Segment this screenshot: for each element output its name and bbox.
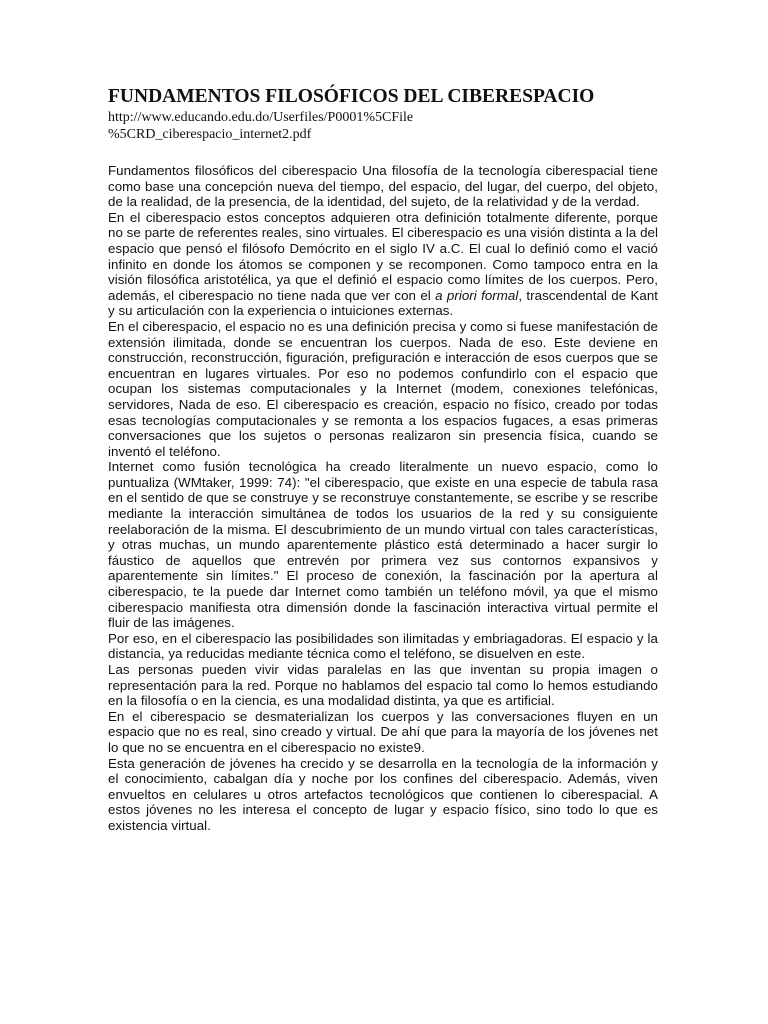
paragraph-2-italic: a priori formal — [435, 287, 519, 303]
paragraph-8: Esta generación de jóvenes ha crecido y se desarrolla en la tecnología de la información y el conocimiento, cabalgan día y noche por los confines del ciberespacio. Además, viven envueltos en celulares u otros artefactos tecnológicos que contienen lo ciberespacial. A estos jóvenes no les interesa el concepto de lugar y espacio físico, sino todo lo que es existencia virtual. — [108, 755, 658, 833]
source-url-line-1[interactable]: http://www.educando.edu.do/Userfiles/P0001%5CFile — [108, 110, 414, 125]
source-url-line-2[interactable]: %5CRD_ciberespacio_internet2.pdf — [108, 127, 312, 142]
paragraph-7: En el ciberespacio se desmaterializan los cuerpos y las conversaciones fluyen en un espacio que no es real, sino creado y virtual. De ahí que para la mayoría de los jóvenes net lo que no se encuentra en el ciberespacio no existe9. — [108, 708, 658, 755]
source-url[interactable] — [108, 109, 658, 143]
paragraph-5: Por eso, en el ciberespacio las posibilidades son ilimitadas y embriagadoras. El espacio y la distancia, ya reducidas mediante técnica como el teléfono, se disuelven en este. — [108, 630, 658, 662]
paragraph-2-text: En el ciberespacio estos conceptos adquieren otra definición totalmente diferente, porque no se parte de referentes reales, sino virtuales. El ciberespacio es una visión distinta a la del espacio que pensó el filósofo Demócrito en el siglo IV a.C. El cual lo definió como el vació infinito en donde los átomos se componen y se recomponen. Como tampoco entra en la visión filosófica aristotélica, ya que el definió el espacio como límites de los cuerpos. Pero, además, el ciberespacio no tiene nada que ver con el — [108, 209, 658, 303]
document-title: FUNDAMENTOS FILOSÓFICOS DEL CIBERESPACIO — [108, 86, 595, 107]
paragraph-4: Internet como fusión tecnológica ha creado literalmente un nuevo espacio, como lo puntualiza (WMtaker, 1999: 74): "el ciberespacio, que existe en una especie de tabula rasa en el sentido de que se construye y se reconstruye constantemente, se escribe y se rescribe mediante la interacción simultánea de todos los usuarios de la red y su consiguiente reelaboración de la misma. El descubrimiento de un mundo virtual con tales características, y otras muchas, un mundo aparentemente plástico está determinado a hacer surgir lo fáustico de aquellos que entrevén por primera vez sus contornos expansivos y aparentemente sin límites." El proceso de conexión, la fascinación por la apertura al ciberespacio, te la puede dar Internet como también un teléfono móvil, ya que el mismo ciberespacio manifiesta otra dimensión donde la fascinación interactiva virtual permite el fluir de las imágenes. — [108, 459, 659, 631]
document-body — [108, 163, 658, 834]
paragraph-1: Fundamentos filosóficos del ciberespacio Una filosofía de la tecnología ciberespacial tiene como base una concepción nueva del tiempo, del espacio, del lugar, del cuerpo, del objeto, de la realidad, de la presencia, de la identidad, del sujeto, de la relatividad y de la verdad. — [108, 163, 658, 210]
paragraph-2 — [108, 210, 658, 319]
paragraph-3: En el ciberespacio, el espacio no es una definición precisa y como si fuese manifestación de extensión ilimitada, donde se encuentran los cuerpos. Nada de eso. Este deviene en construcción, reconstrucción, figuración, prefiguración e interacción de esos cuerpos que se encuentran en lugares virtuales. Por eso no podemos confundirlo con el espacio que ocupan los sistemas computacionales y la Internet (modem, conexiones telefónicas, servidores, Nada de eso. El ciberespacio es creación, espacio no físico, creado por todas esas tecnologías computacionales y se remonta a los espacios fugaces, a esas primeras conversaciones que los sujetos o personas realizaron sin presencia física, cuando se inventó el teléfono. — [108, 318, 658, 459]
document-page — [108, 86, 658, 834]
paragraph-6: Las personas pueden vivir vidas paralelas en las que inventan su propia imagen o representación para la red. Porque no hablamos del espacio tal como lo hemos estudiando en la filosofía o en la ciencia, es una modalidad distinta, ya que es artificial. — [108, 662, 658, 709]
paragraph-2-tail: , trascendental de Kant y su articulación con la experiencia o intuiciones externas. — [108, 287, 659, 319]
